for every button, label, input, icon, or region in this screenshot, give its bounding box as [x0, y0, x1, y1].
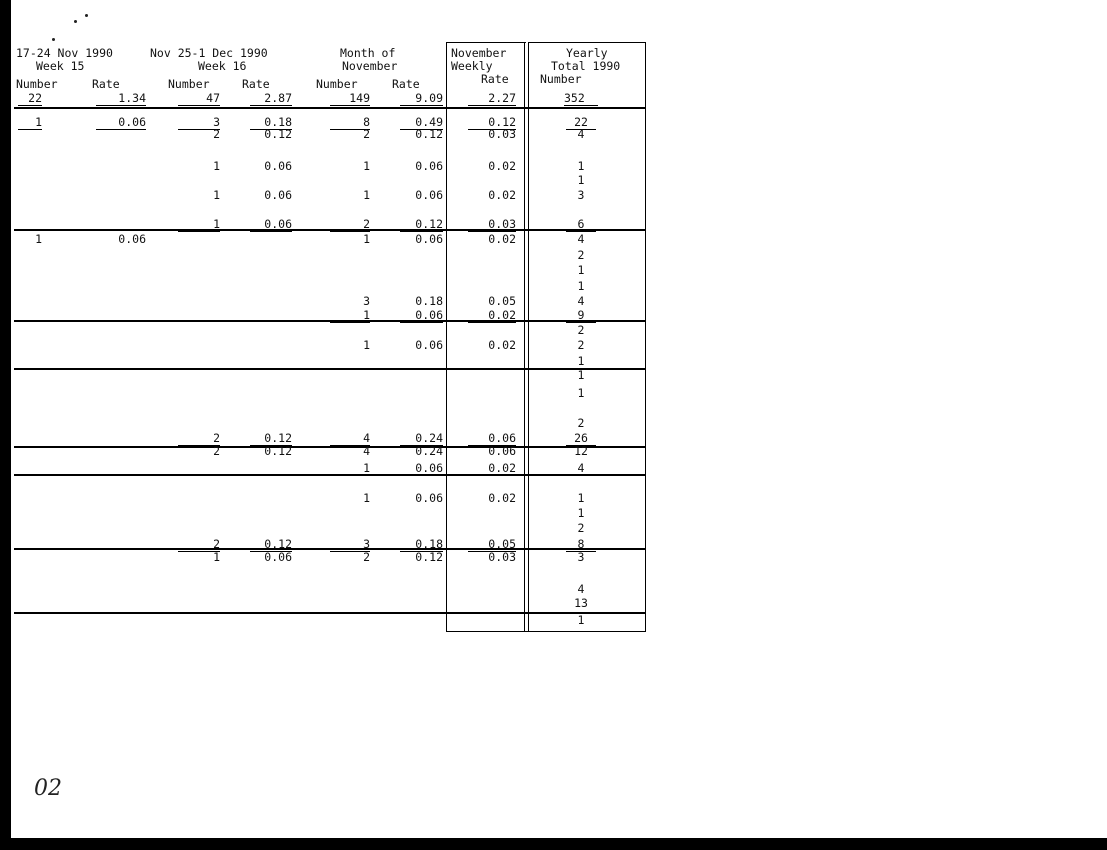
month-rate-cell: 0.06 — [415, 491, 443, 505]
month-number-cell: 4 — [330, 432, 370, 446]
week15-number-cell: 1 — [18, 116, 42, 130]
month-number-cell: 1 — [363, 232, 370, 246]
scan-speck — [74, 20, 77, 23]
scan-left-border — [0, 0, 11, 850]
month-number-cell: 1 — [363, 491, 370, 505]
yearly-number-cell: 1 — [577, 491, 585, 505]
week16-number-cell: 2 — [213, 127, 220, 141]
month-number-cell: 1 — [363, 159, 370, 173]
yearly-number-cell: 12 — [574, 444, 588, 458]
week15-rate-header: Rate — [92, 77, 120, 91]
month-number-cell: 4 — [363, 444, 370, 458]
yearly-number-cell: 26 — [566, 432, 596, 446]
weekly-rate-cell: 0.02 — [488, 188, 516, 202]
month-rate-cell: 0.18 — [415, 294, 443, 308]
month-number-cell: 1 — [330, 309, 370, 323]
yearly-number-cell: 4 — [577, 127, 585, 141]
yearly-number-cell: 3 — [577, 188, 585, 202]
month-rate-cell: 0.06 — [400, 462, 443, 476]
weekly-rate-cell: 0.02 — [468, 309, 516, 323]
yearly-number-cell: 3 — [577, 550, 585, 564]
week16-rate-cell: 0.12 — [250, 538, 292, 552]
yearly-number-cell: 1 — [577, 386, 585, 400]
yearly-number-cell: 2 — [577, 323, 585, 337]
week16-rate-cell: 0.12 — [264, 444, 292, 458]
week16-rate-header: Rate — [242, 77, 270, 91]
weekly-box-top-rule — [446, 42, 526, 43]
box-bottom-rule — [446, 631, 646, 632]
weekly-box-left-rule — [446, 42, 447, 632]
week15-rate-cell: 0.06 — [96, 116, 146, 130]
total-weekly-rate: 2.27 — [468, 92, 516, 106]
weekly-rate-cell: 0.02 — [488, 338, 516, 352]
yearly-number-cell: 1 — [577, 613, 585, 627]
month-number-cell: 8 — [330, 116, 370, 130]
month-header-line2: November — [342, 59, 398, 73]
month-rate-cell: 0.12 — [400, 218, 443, 232]
week15-rate-cell: 0.06 — [118, 232, 146, 246]
week16-number-cell: 1 — [178, 218, 220, 232]
month-number-header: Number — [316, 77, 358, 91]
weekly-rate-cell: 0.05 — [488, 294, 516, 308]
weekly-rate-cell: 0.06 — [468, 432, 516, 446]
month-number-cell: 1 — [330, 462, 370, 476]
month-number-cell: 2 — [363, 127, 370, 141]
week16-number-cell: 1 — [213, 550, 220, 564]
month-rate-cell: 0.06 — [415, 338, 443, 352]
weekly-rate-cell: 0.02 — [468, 462, 516, 476]
week16-number-header: Number — [168, 77, 210, 91]
yearly-number-cell: 1 — [577, 159, 585, 173]
total-week16-number: 47 — [178, 92, 220, 106]
month-header-line1: Month of — [340, 46, 396, 60]
month-rate-cell: 0.06 — [415, 159, 443, 173]
yearly-number-cell: 1 — [577, 279, 585, 293]
week16-date-range: Nov 25-1 Dec 1990 — [150, 46, 268, 60]
week16-number-cell: 1 — [213, 188, 220, 202]
week16-rate-cell: 0.06 — [264, 159, 292, 173]
week15-date-range: 17-24 Nov 1990 — [16, 46, 113, 60]
yearly-number-cell: 2 — [577, 338, 585, 352]
scan-bottom-border — [0, 838, 1107, 850]
weekly-rate-cell: 0.02 — [488, 232, 516, 246]
yearly-number-cell: 4 — [577, 294, 585, 308]
total-week16-rate: 2.87 — [250, 92, 292, 106]
month-rate-cell: 0.06 — [415, 232, 443, 246]
month-number-cell: 3 — [363, 294, 370, 308]
month-rate-cell: 0.06 — [415, 188, 443, 202]
scan-speck — [85, 14, 88, 17]
yearly-number-cell: 6 — [566, 218, 596, 232]
week16-label: Week 16 — [198, 59, 247, 73]
week15-label: Week 15 — [36, 59, 85, 73]
total-week15-rate: 1.34 — [96, 92, 146, 106]
week16-rate-cell: 0.06 — [250, 218, 292, 232]
yearly-number-cell: 22 — [566, 116, 596, 130]
yearly-number-cell: 1 — [577, 354, 585, 368]
yearly-number-cell: 13 — [574, 596, 588, 610]
yearly-number-cell: 4 — [577, 582, 585, 596]
yearly-number-cell: 9 — [566, 309, 596, 323]
week16-rate-cell: 0.06 — [264, 188, 292, 202]
weekly-rate-cell: 0.03 — [468, 218, 516, 232]
weekly-rate-cell: 0.03 — [488, 550, 516, 564]
week16-rate-cell: 0.06 — [264, 550, 292, 564]
yearly-number-cell: 2 — [577, 248, 585, 262]
week16-number-cell: 3 — [178, 116, 220, 130]
weekly-rate-cell: 0.06 — [488, 444, 516, 458]
handwritten-page-mark: 02 — [34, 776, 62, 801]
group-separator — [14, 612, 646, 614]
yearly-header-line3: Number — [540, 72, 582, 86]
group-separator — [14, 368, 646, 370]
yearly-number-cell: 1 — [577, 506, 585, 520]
yearly-number-cell: 1 — [577, 263, 585, 277]
week16-number-cell: 1 — [213, 159, 220, 173]
total-week15-number: 22 — [18, 92, 42, 106]
total-yearly-number: 352 — [564, 92, 598, 106]
yearly-box-top-rule — [528, 42, 646, 43]
week16-number-cell: 2 — [213, 444, 220, 458]
yearly-number-cell: 1 — [577, 368, 585, 382]
weekly-header-line2: Weekly — [451, 59, 493, 73]
month-number-cell: 1 — [363, 188, 370, 202]
weekly-rate-cell: 0.05 — [468, 538, 516, 552]
month-number-cell: 2 — [330, 218, 370, 232]
week16-number-cell: 2 — [178, 432, 220, 446]
month-number-cell: 3 — [330, 538, 370, 552]
double-rule-b — [528, 42, 529, 632]
week15-number-cell: 1 — [35, 232, 42, 246]
weekly-rate-cell: 0.02 — [488, 159, 516, 173]
yearly-box-right-rule — [645, 42, 646, 632]
month-rate-cell: 0.24 — [415, 444, 443, 458]
yearly-number-cell: 2 — [577, 521, 585, 535]
month-number-cell: 1 — [363, 338, 370, 352]
weekly-header-line3: Rate — [481, 72, 509, 86]
double-rule-a — [524, 42, 525, 632]
yearly-number-cell: 4 — [577, 232, 585, 246]
yearly-number-cell: 1 — [577, 173, 585, 187]
yearly-header-line2: Total 1990 — [551, 59, 621, 73]
week16-rate-cell: 0.12 — [264, 127, 292, 141]
weekly-rate-cell: 0.02 — [488, 491, 516, 505]
month-rate-header: Rate — [392, 77, 420, 91]
month-rate-cell: 0.06 — [400, 309, 443, 323]
month-rate-cell: 0.49 — [400, 116, 443, 130]
weekly-header-line1: November — [451, 46, 507, 60]
month-rate-cell: 0.18 — [400, 538, 443, 552]
yearly-number-cell: 8 — [566, 538, 596, 552]
month-number-cell: 2 — [363, 550, 370, 564]
month-rate-cell: 0.12 — [415, 127, 443, 141]
weekly-rate-cell: 0.03 — [488, 127, 516, 141]
weekly-rate-cell: 0.12 — [468, 116, 516, 130]
week16-rate-cell: 0.18 — [250, 116, 292, 130]
month-rate-cell: 0.24 — [400, 432, 443, 446]
week16-number-cell: 2 — [178, 538, 220, 552]
yearly-number-cell: 4 — [566, 462, 596, 476]
yearly-header-line1: Yearly — [566, 46, 608, 60]
total-month-number: 149 — [330, 92, 370, 106]
yearly-number-cell: 2 — [577, 416, 585, 430]
scan-speck — [52, 38, 55, 41]
header-separator — [14, 107, 646, 109]
total-month-rate: 9.09 — [400, 92, 443, 106]
week16-rate-cell: 0.12 — [250, 432, 292, 446]
month-rate-cell: 0.12 — [415, 550, 443, 564]
week15-number-header: Number — [16, 77, 58, 91]
